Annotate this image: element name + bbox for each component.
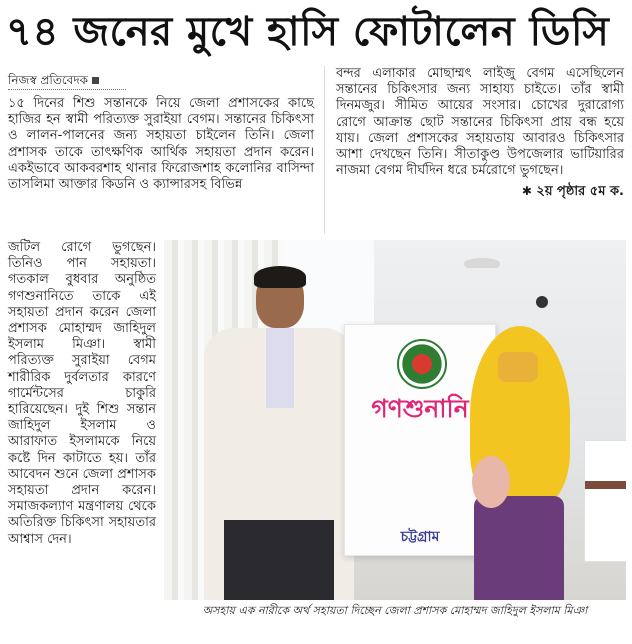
byline (8, 72, 178, 92)
byline-divider (8, 89, 126, 90)
government-emblem-icon (397, 339, 447, 389)
column-rule (324, 66, 325, 234)
news-photo (164, 240, 626, 600)
ceiling-lamp (464, 258, 500, 268)
continued-note (336, 183, 624, 200)
camera-icon (536, 296, 548, 308)
article-column-left-top (8, 96, 314, 193)
article-column-right-top (336, 66, 624, 201)
banner-title: গণশুনানি (371, 394, 469, 423)
deputy-commissioner-figure (194, 270, 364, 600)
article-column-left-narrow (8, 240, 156, 548)
paragraph-right-top: বন্দর এলাকার মোছাম্মৎ লাইজু বেগম এসেছিলেন সন্তানের চিকিৎসার জন্য সাহায্য চাইতে। তাঁর স্বামী দিনমজুর। সীমিত আয়ের সংসার। চোখের দুরারোগ্য রোগে আক্রান্ত ছোট সন্তানের চিকিৎসা প্রায় বন্ধ হয়ে যায়। জেলা প্রশাসকের সহায়তায় আবারও চিকিৎসার আশা দেখছেন তিনি। সীতাকুণ্ড উপজেলার ভাটিয়ারির নাজমা বেগম দীর্ঘদিন ধরে চর্মরোগে ভুগছেন। (336, 66, 624, 179)
side-stand (584, 440, 626, 562)
byline-text: নিজস্ব প্রতিবেদক (8, 73, 89, 87)
paragraph-left-top: ১৫ দিনের শিশু সন্তানকে নিয়ে জেলা প্রশাসকের কাছে হাজির হন স্বামী পরিত্যক্ত সুরাইয়া বেগম। সন্তানের চিকিৎসা ও লালন-পালনের জন্য সহায়তা চাইলেন তিনি। জেলা প্রশাসক তাকে তাৎক্ষণিক আর্থিক সহায়তা প্রদান করেন। একইভাবে আকবরশাহ থানার ফিরোজশাহ কলোনির বাসিন্দা তাসলিমা আক্তার কিডনি ও ক্যান্সারসহ বিভিন্ন (8, 96, 314, 193)
woman-with-baby-figure (464, 326, 574, 600)
banner-city: চট্টগ্রাম (400, 529, 440, 545)
continued-text: ২য় পৃষ্ঠার ৫ম ক. (536, 184, 624, 200)
photo-caption: অসহায় এক নারীকে অর্থ সহায়তা দিচ্ছেন জেলা প্রশাসক মোহাম্মদ জাহিদুল ইসলাম মিঞা (202, 604, 588, 617)
paragraph-left-narrow: জটিল রোগে ভুগছেন। তিনিও পান সহায়তা। গতকাল বুধবার অনুষ্ঠিত গণশুনানিতে তাকে এই সহায়তা প্রদান করেন জেলা প্রশাসক মোহাম্মদ জাহিদুল ইসলাম মিঞা। স্বামী পরিত্যক্ত সুরাইয়া বেগম শারীরিক দুর্বলতার কারণে গার্মেন্টসের চাকুরি হারিয়েছেন। দুই শিশু সন্তান জাহিদুল ইসলাম ও আরাফাত ইসলামকে নিয়ে কষ্টে দিন কাটাতে হয়। তাঁর আবেদন শুনে জেলা প্রশাসক সহায়তা প্রদান করেন। সমাজকল্যাণ মন্ত্রণালয় থেকে অতিরিক্ত চিকিৎসা সহায়তার আশ্বাস দেন। (8, 240, 156, 547)
star-icon: ✱ (521, 184, 532, 199)
headline: ৭৪ জনের মুখে হাসি ফোটালেন ডিসি (6, 9, 610, 55)
byline-square-icon (92, 77, 99, 84)
